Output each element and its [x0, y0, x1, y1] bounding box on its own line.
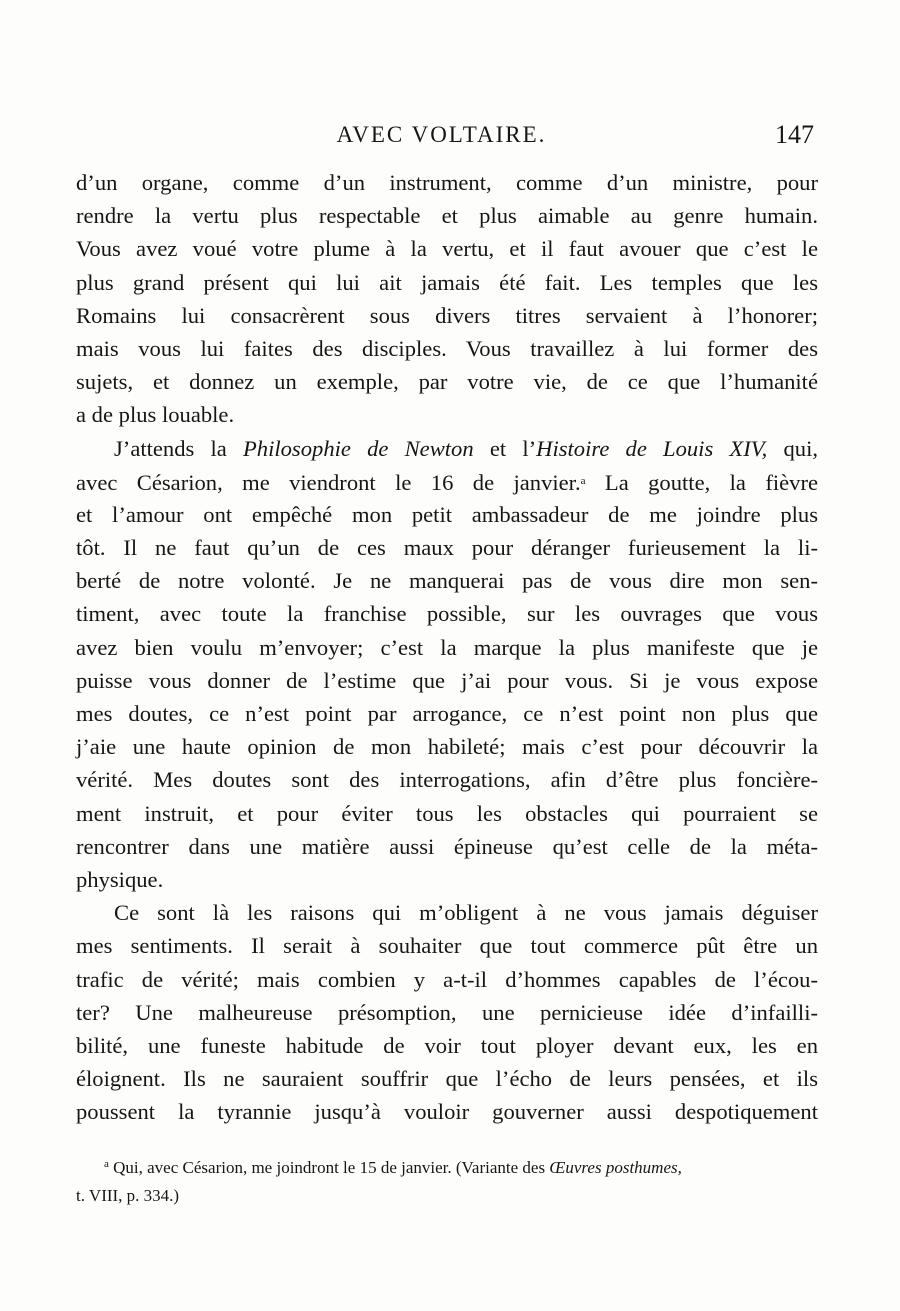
text-run: avec Césarion, me viendront le 16 de janvier.: [76, 469, 581, 495]
footnote-marker: a: [104, 1158, 109, 1170]
text-line: ment instruit, et pour éviter tous les obstacles qui pourraient se: [76, 800, 818, 826]
text-line: mes sentiments. Il serait à souhaiter que tout commerce pût être un: [76, 933, 818, 959]
text-line: rencontrer dans une matière aussi épineuse qu’est celle de la méta-: [76, 833, 818, 859]
body-text: [76, 166, 818, 1128]
text-run: et l’: [473, 435, 537, 461]
text-line: puisse vous donner de l’estime que j’ai pour vous. Si je vous expose: [76, 667, 818, 693]
text-line: a de plus louable.: [76, 402, 235, 428]
running-head: [0, 118, 900, 154]
footnotes: [76, 1150, 826, 1210]
text-run: qui,: [767, 435, 818, 461]
footnote-reference: a: [580, 474, 586, 487]
text-line: Vous avez voué votre plume à la vertu, et il faut avouer que c’est le: [76, 236, 818, 262]
text-line: sujets, et donnez un exemple, par votre vie, de ce que l’humanité: [76, 369, 818, 395]
text-run: La goutte, la fièvre: [585, 469, 819, 495]
text-line: j’aie une haute opinion de mon habileté; mais c’est pour découvrir la: [76, 734, 818, 760]
running-title: AVEC VOLTAIRE.: [336, 122, 547, 147]
text-line: et l’amour ont empêché mon petit ambassadeur de me joindre plus: [76, 501, 818, 527]
text-line: avez bien voulu m’envoyer; c’est la marque la plus manifeste que je: [76, 634, 818, 660]
footnote-italic-title: Œuvres posthumes,: [549, 1158, 682, 1177]
book-title-histoire: Histoire de Louis XIV,: [536, 435, 768, 461]
text-line: poussent la tyrannie jusqu’à vouloir gouverner aussi despotiquement: [76, 1099, 818, 1125]
footnote-text: Qui, avec Césarion, me joindront le 15 de janvier. (Variante des: [108, 1158, 550, 1177]
text-line: plus grand présent qui lui ait jamais été fait. Les temples que les: [76, 269, 818, 295]
text-line: Romains lui consacrèrent sous divers titres servaient à l’honorer;: [76, 302, 818, 328]
text-line: mes doutes, ce n’est point par arrogance, ce n’est point non plus que: [76, 701, 818, 726]
text-line: [76, 465, 818, 498]
text-run: J’attends la: [114, 435, 243, 461]
text-line: physique.: [76, 866, 164, 892]
text-line: vérité. Mes doutes sont des interrogations, afin d’être plus foncière-: [76, 767, 818, 793]
footnote-line: [76, 1150, 826, 1182]
text-line: d’un organe, comme d’un instrument, comme d’un ministre, pour: [76, 170, 818, 195]
paragraph-1: [76, 166, 818, 432]
text-line: [76, 432, 818, 465]
text-line: ter? Une malheureuse présomption, une pernicieuse idée d’infailli-: [76, 999, 818, 1025]
paragraph-2: [76, 432, 818, 897]
text-line: bilité, une funeste habitude de voir tout ployer devant eux, les en: [76, 1032, 818, 1058]
text-line: trafic de vérité; mais combien y a-t-il d’hommes capables de l’écou-: [76, 966, 818, 992]
paragraph-3: [76, 896, 818, 1128]
page-number: 147: [775, 120, 814, 149]
text-line: tôt. Il ne faut qu’un de ces maux pour déranger furieusement la li-: [76, 535, 818, 561]
text-line: berté de notre volonté. Je ne manquerai pas de vous dire mon sen-: [76, 568, 818, 594]
text-line: éloignent. Ils ne sauraient souffrir que l’écho de leurs pensées, et ils: [76, 1066, 818, 1092]
footnote-line: t. VIII, p. 334.): [76, 1186, 180, 1205]
book-title-philosophie: Philosophie de Newton: [242, 435, 474, 461]
text-line: Ce sont là les raisons qui m’obligent à ne vous jamais déguiser: [114, 900, 818, 926]
text-line: mais vous lui faites des disciples. Vous travaillez à lui former des: [76, 335, 818, 361]
text-line: timent, avec toute la franchise possible, sur les ouvrages que vous: [76, 601, 818, 627]
text-line: rendre la vertu plus respectable et plus aimable au genre humain.: [76, 203, 818, 229]
